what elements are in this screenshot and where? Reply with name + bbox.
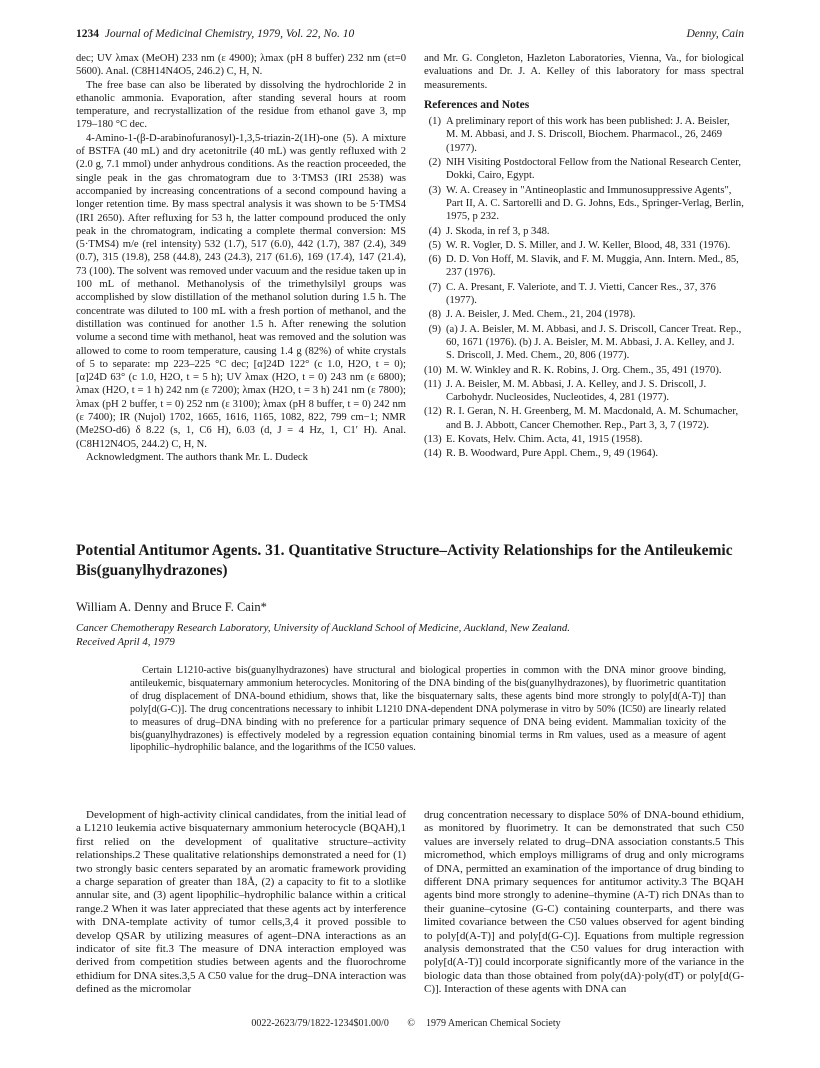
copyright-icon: ©: [407, 1018, 415, 1029]
affiliation-text: Cancer Chemotherapy Research Laboratory, University of Auckland School of Medicine, Auckland, New Zealand.: [76, 622, 570, 634]
reference-number: (6): [428, 254, 441, 266]
reference-item: [424, 323, 744, 363]
reference-number: (2): [428, 157, 441, 169]
reference-text: NIH Visiting Postdoctoral Fellow from the National Research Center, Dokki, Cairo, Egypt.: [446, 157, 742, 182]
reference-text: R. B. Woodward, Pure Appl. Chem., 9, 49 (1964).: [446, 448, 658, 460]
reference-number: (3): [428, 184, 441, 196]
reference-text: C. A. Presant, F. Valeriote, and T. J. Vietti, Cancer Res., 37, 376 (1977).: [446, 281, 716, 307]
body-column-left: [76, 809, 406, 997]
reference-text: J. A. Beisler, J. Med. Chem., 21, 204 (1978).: [446, 309, 636, 321]
reference-item: [424, 184, 744, 224]
body-column-right: [424, 809, 744, 997]
references-column: [424, 52, 744, 462]
reference-item: [424, 447, 744, 460]
article-abstract: Certain L1210-active bis(guanylhydrazones) have structural and biological properties in common with the DNA minor groove binding, antileukemic, bisquaternary ammonium heterocycles. Monitoring of the DNA binding of the bis(guanylhydrazones), by fluorimetric quantitation of drug displacement of DNA-bound ethidium, shows that, like the bisquaternary salts, these agents bind more strongly to poly[d(A-T)] than poly[d(G-C)]. The drug concentrations necessary to inhibit L1210 DNA-dependent DNA polymerase in vitro by 50% (IC50) are linearly related to measures of drug–DNA binding with no preference for a particular primary sequence of DNA being evident. Mammalian toxicity of the bis(guanylhydrazones) is effectively modeled by a regression equation containing binomial terms in Rm values, used as a measure of agent lipophilic–hydrophilic balance, and the logarithms of the IC50 values.: [130, 665, 726, 754]
copyright-text: 1979 American Chemical Society: [425, 1018, 561, 1029]
page-footer: [76, 1018, 744, 1029]
running-head-left: [76, 28, 354, 40]
references-heading: References and Notes: [424, 98, 530, 111]
reference-number: (5): [428, 239, 441, 251]
article-title: Potential Antitumor Agents. 31. Quantitative Structure–Activity Relationships for the Antileukemic Bis(guanylhydrazones): [76, 542, 733, 579]
experimental-paragraph: dec; UV λmax (MeOH) 233 nm (ε 4900); λmax (pH 8 buffer) 232 nm (εt=0 5600). Anal. (C8H14N4O5, 246.2) C, H, N.: [76, 53, 406, 78]
reference-number: (4): [428, 225, 441, 237]
page-number: 1234: [76, 28, 99, 40]
reference-text: R. I. Geran, N. H. Greenberg, M. M. Macdonald, A. M. Schumacher, and B. J. Abbott, Cancer Chemother. Rep., Part 3, 3, 7 (1972).: [446, 406, 739, 431]
reference-item: [424, 156, 744, 183]
reference-item: [424, 225, 744, 238]
reference-number: (13): [424, 434, 442, 446]
reference-text: M. W. Winkley and R. K. Robins, J. Org. Chem., 35, 491 (1970).: [446, 364, 722, 376]
reference-text: A preliminary report of this work has been published: J. A. Beisler, M. M. Abbasi, and J. S. Driscoll, Biochem. Pharmacol., 26, 2469 (1977).: [446, 116, 730, 154]
reference-item: [424, 378, 744, 405]
reference-text: D. D. Von Hoff, M. Slavik, and F. M. Muggia, Ann. Intern. Med., 85, 237 (1976).: [446, 254, 739, 279]
reference-item: [424, 364, 744, 377]
reference-number: (9): [428, 323, 441, 335]
reference-text: J. Skoda, in ref 3, p 348.: [446, 225, 550, 237]
reference-text: J. A. Beisler, M. M. Abbasi, J. A. Kelley, and J. S. Driscoll, J. Carbohydr. Nucleosides, Nucleotides, 4, 281 (1977).: [446, 378, 707, 404]
reference-item: [424, 433, 744, 446]
reference-item: [424, 281, 744, 308]
reference-item: [424, 115, 744, 155]
experimental-paragraph: 4-Amino-1-(β-D-arabinofuranosyl)-1,3,5-triazin-2(1H)-one (5). A mixture of BSTFA (40 mL) and dry acetonitrile (40 mL) was gently refluxed with 2 (2.0 g, 7.1 mmol) under anhydrous conditions. As the reaction proceeded, the single peak in the gas chromatogram due to 3·TMS3 (IRI 2538) was accompanied by increasing concentrations of a second compound having a longer retention time. By mass spectral analysis it was shown to be 5·TMS4 (IRI 2650). After refluxing for 53 h, the latter compound produced the only peak in the chromatogram, indicating a complete thermal conversion: MS (5·TMS4) m/e (rel intensity) 532 (1.7), 517 (6.0), 442 (1.7), 387 (2.4), 349 (0.7), 315 (19.8), 258 (44.8), 243 (24.3), 217 (61.6), 169 (17.4), 147 (21.4), 73 (100). The solvent was removed under vacuum and the residue taken up in 100 mL of methanol. Methanolysis of the trimethylsilyl groups was accomplished by slow distillation of the methanol solution during 1.5 h. The concentrate was diluted to 100 mL with a fresh portion of methanol, and the distillation was continued for another 1.5 h. After renewing the solution volume a second time with methanol, heat was removed and the solution was allowed to come to room temperature, causing 1.4 g (82%) of white crystals of 5 to separate: mp 223–225 °C dec; [α]24D 122° (c 1.0, H2O, t = 0); [α]24D 63° (c 1.0, H2O, t = 5 h); UV λmax (H2O, t = 0) 243 nm (ε 6800); λmax (H2O, t = 1 h) 242 nm (ε 7200); λmax (H2O, t = 3 h) 241 nm (ε 7800); λmax (pH 2 buffer, t = 0) 252 nm (ε 3100); λmax (pH 8 buffer, t = 0) 242 nm (ε 7400); IR (Nujol) 1702, 1665, 1616, 1165, 1082, 822, 799 cm−1; NMR (Me2SO-d6) δ 8.22 (s, 1, C6 H), 6.03 (d, J = 4 Hz, 1, C1′ H). Anal. (C8H12N4O5, 244.2) C, H, N.: [76, 132, 407, 450]
experimental-paragraph: The free base can also be liberated by dissolving the hydrochloride 2 in ethanolic ammonia. Evaporation, after standing several hours at room temperature, and recrystallization of the residue from ethanol gave 3, mp 179–180 °C dec.: [76, 79, 406, 131]
reference-text: W. A. Creasey in "Antineoplastic and Immunosuppressive Agents", Part II, A. C. Sartorelli and D. G. Johns, Eds., Springer-Verlag, Berlin, 1975, p 232.: [446, 184, 744, 223]
reference-number: (7): [428, 281, 441, 293]
acknowledgment-continuation: and Mr. G. Congleton, Hazleton Laboratories, Vienna, Va., for biological evaluations and Dr. J. A. Kelley of this laboratory for mass spectral measurements.: [424, 53, 744, 91]
reference-number: (12): [424, 406, 442, 418]
reference-number: (1): [428, 116, 441, 128]
running-head: [76, 28, 744, 44]
reference-item: [424, 239, 744, 252]
article-affiliation: [76, 622, 756, 649]
journal-citation: Journal of Medicinal Chemistry, 1979, Vol. 22, No. 10: [104, 28, 355, 40]
body-paragraph: Development of high-activity clinical candidates, from the initial lead of a L1210 leukemia active bisquaternary ammonium heterocycle (BQAH),1 first relied on the development of qualitative structure–activity relationships.2 These qualitative relationships demonstrated a need for (1) two strongly basic centers separated by an aromatic framework providing a charge separation of greater than 18Å, (2) a capacity to fit to a slotlike annular site, and (3) agent lipophilic–hydrophilic balance within a critical range.2 When it was later appreciated that these agents act by interference with DNA-template activity of tumor cells,3,4 it proved possible to develop QSAR by utilizing measures of agent–DNA interactions as an indicator of site fit.3 The measure of DNA interaction employed was derived from competition studies between agents and the fluorochrome ethidium for DNA sites.3,5 A C50 value for the drug–DNA interaction was defined as the micromolar: [76, 809, 406, 996]
reference-item: [424, 308, 744, 321]
reference-number: (8): [428, 309, 441, 321]
copyright-notice: [407, 1018, 568, 1029]
reference-number: (11): [424, 378, 442, 390]
body-paragraph: drug concentration necessary to displace 50% of DNA-bound ethidium, as monitored by fluorimetry. It can be demonstrated that such C50 values are inversely related to drug–DNA association constants.5 This micromethod, which employs milligrams of drug and only micrograms of DNA, permitted an examination of the importance of drug binding to different DNA primary sequences for antitumor activity.3 The BQAH agents bind more strongly to adenine–thymine (A-T) rich DNAs than to their guanine–cytosine (G-C) containing counterparts, and there was limited covariance between the C50 values observed for agent binding to poly[d(A-T)] and poly[d(G-C)]. Equations from multiple regression analysis demonstrated that the C50 values for drug interaction with poly[d(A-T)] could incorporate significantly more of the variance in the biologic data than those obtained from poly(dA)·poly(dT) or poly[d(G-C)]. Interaction of these agents with DNA can: [424, 809, 744, 996]
reference-text: (a) J. A. Beisler, M. M. Abbasi, and J. S. Driscoll, Cancer Treat. Rep., 60, 1671 (1976). (b) J. A. Beisler, M. M. Abbasi, J. A. Kelley, and J. S. Driscoll, J. Med. Chem., 20, 806 (1977).: [446, 323, 742, 362]
acknowledgment-paragraph: Acknowledgment. The authors thank Mr. L. Dudeck: [86, 451, 308, 463]
article-code: 0022-2623/79/1822-1234$01.00/0: [251, 1018, 389, 1029]
reference-number: (14): [424, 448, 442, 460]
experimental-continuation-column: [76, 52, 406, 464]
reference-number: (10): [424, 364, 442, 376]
reference-text: W. R. Vogler, D. S. Miller, and J. W. Keller, Blood, 48, 331 (1976).: [446, 239, 731, 251]
running-head-authors: Denny, Cain: [686, 28, 744, 40]
reference-text: E. Kovats, Helv. Chim. Acta, 41, 1915 (1958).: [446, 434, 643, 446]
reference-list: [424, 115, 744, 460]
reference-item: [424, 405, 744, 432]
reference-item: [424, 253, 744, 280]
article-authors: William A. Denny and Bruce F. Cain*: [76, 600, 267, 614]
received-date: Received April 4, 1979: [76, 635, 175, 648]
